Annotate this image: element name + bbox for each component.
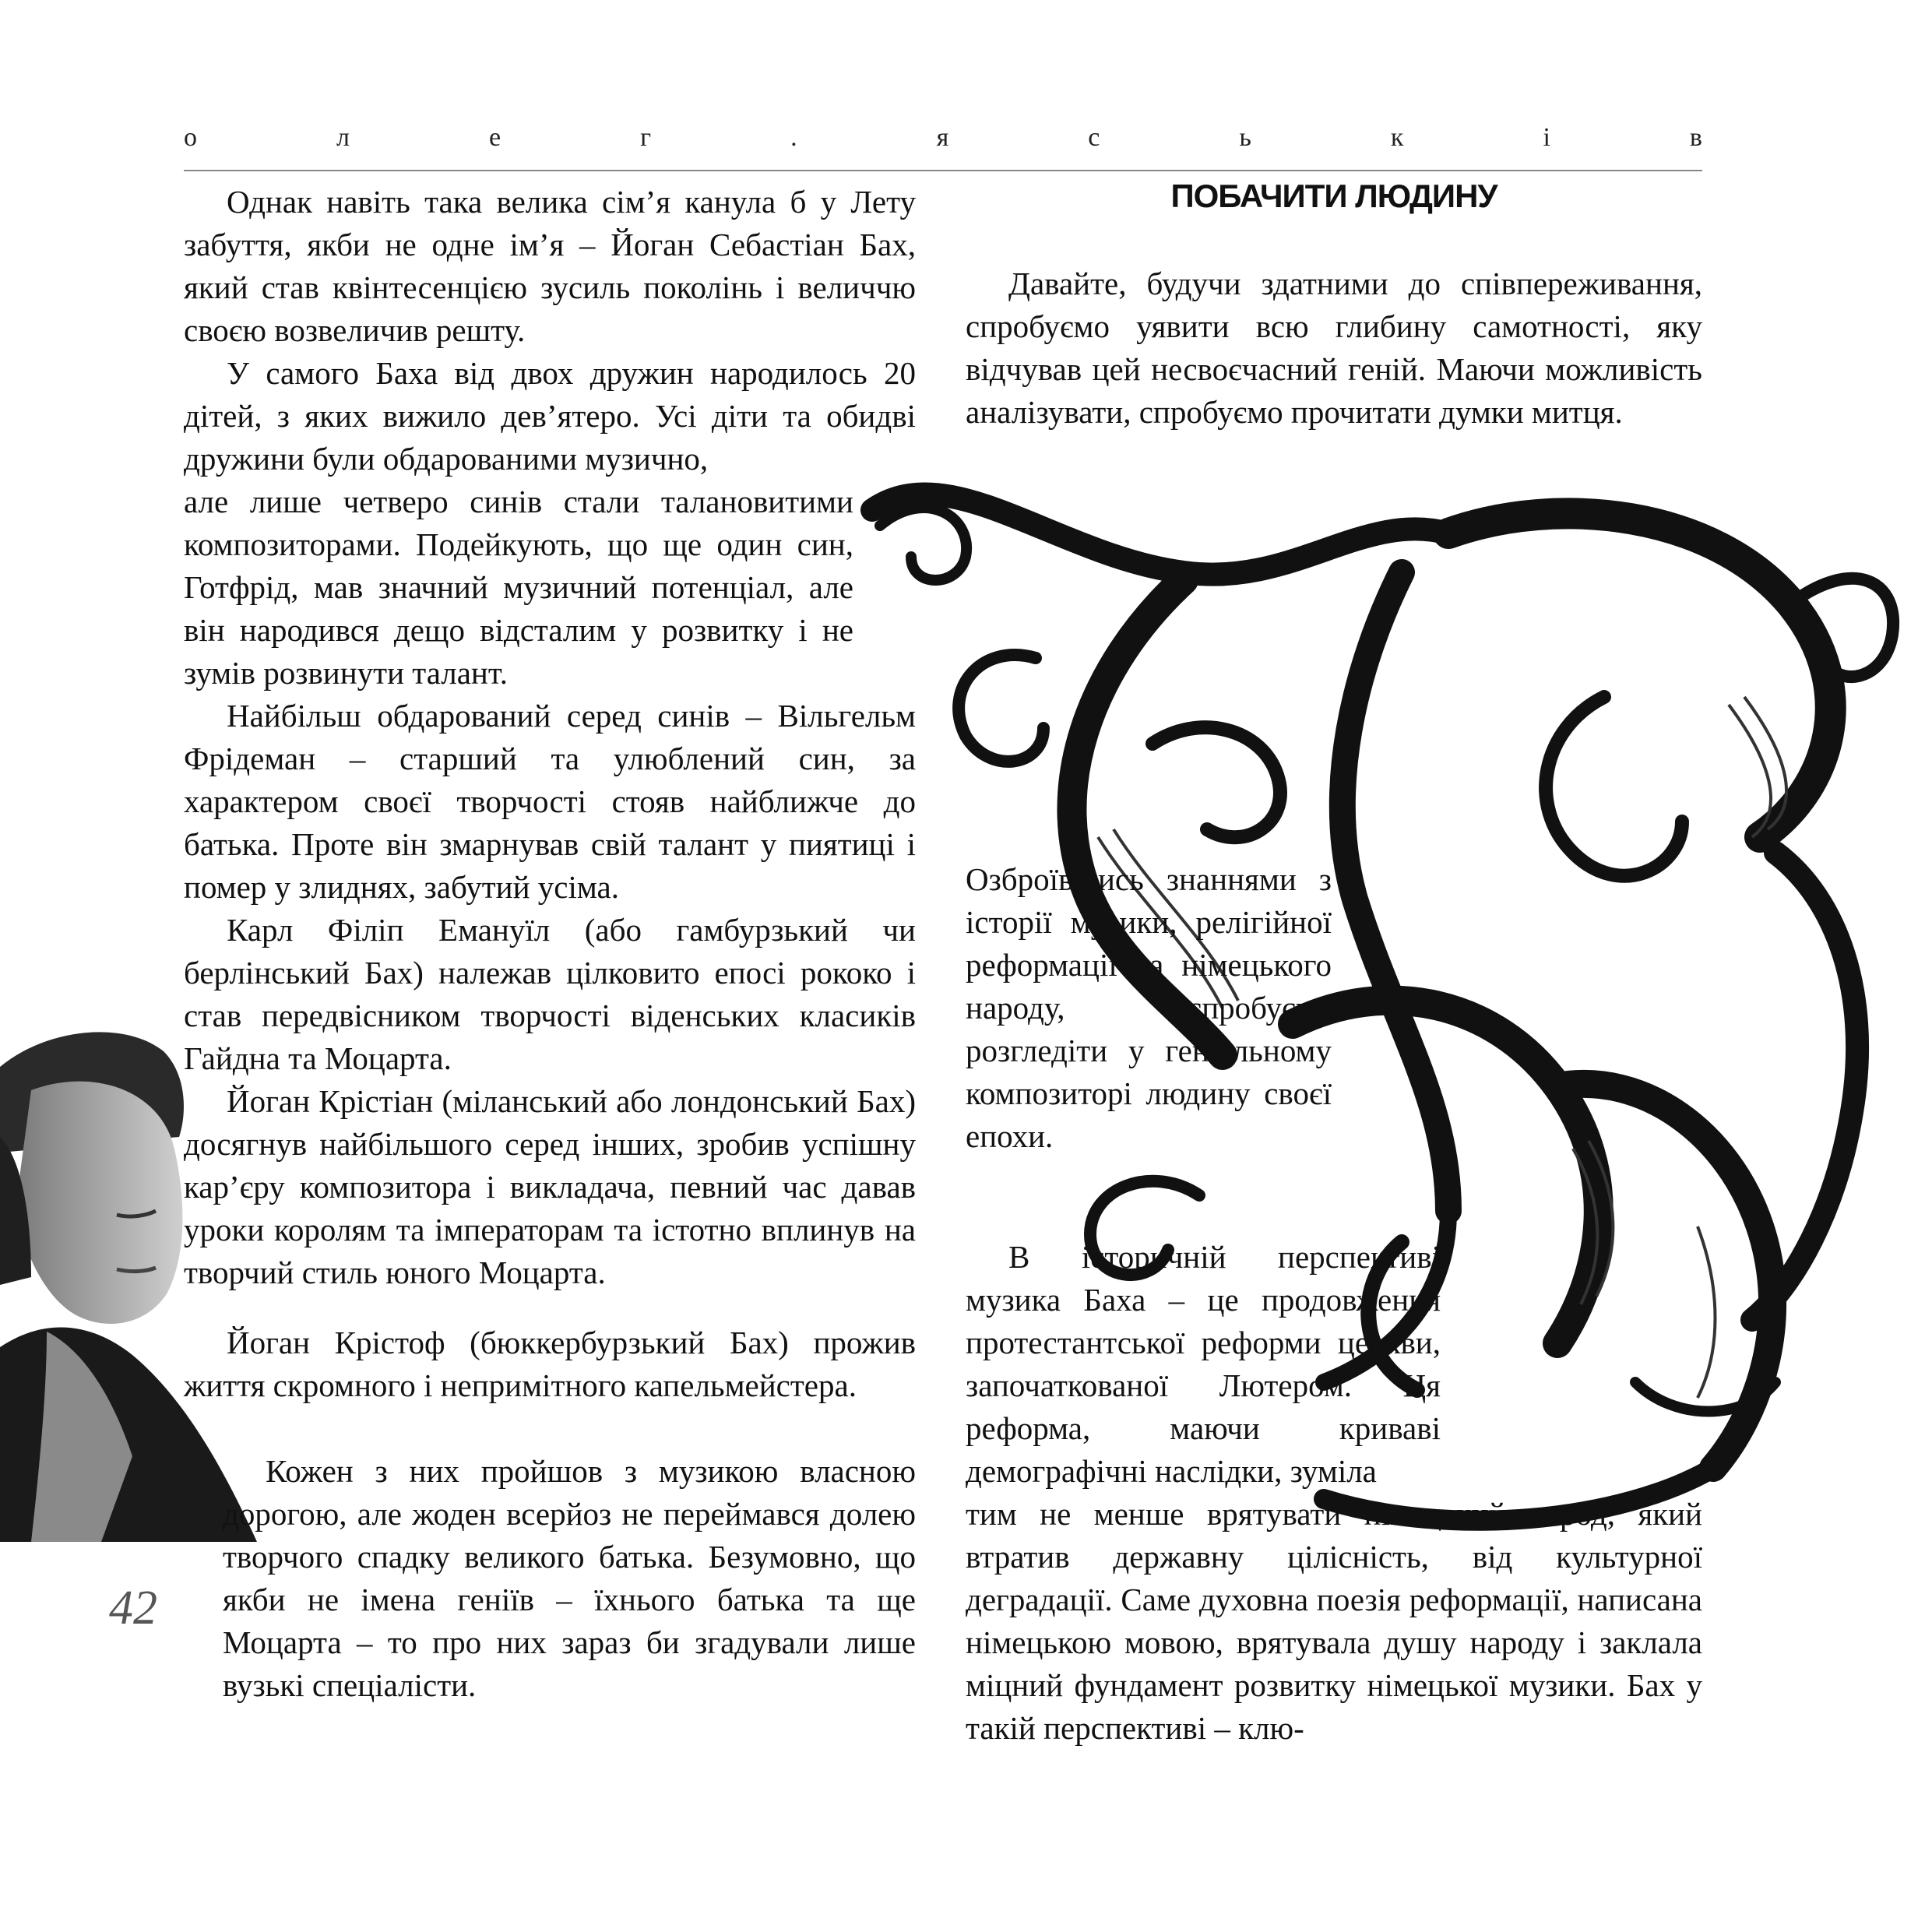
running-head-letter: . xyxy=(790,123,797,152)
left-paragraph-3: Найбільш обдарований серед синів – Вільгельм Фрідеман – старший та улюблений син, за характером своєї творчості стояв найближче до батька. Проте він змарнував свій талант у пиятиці і помер у злиднях, забутий усіма. xyxy=(184,698,916,905)
left-paragraph-5: Йоган Крістіан (міланський або лондонський Бах) досягнув найбільшого серед інших, зробив успішну кар’єру композитора і викладача, певний час давав уроки королям та імператорам та істотно вплинув на творчий стиль юного Моцарта. xyxy=(184,1083,916,1290)
left-paragraph-7: Кожен з них пройшов з музикою власною дорогою, але жоден всерйоз не переймався долею творчого спадку великого батька. Безумовно, що якби не імена геніїв – їхнього батька та ще Моцарта – то про них зараз би згадували лише вузькі спеціалісти. xyxy=(223,1453,916,1703)
running-head-letter: о xyxy=(184,123,197,152)
left-paragraph-6: Йоган Крістоф (бюккербурзький Бах) прожив життя скромного і непримітного капельмейстера. xyxy=(184,1325,916,1403)
left-paragraph-2a: У самого Баха від двох дружин народилось 20 дітей, з яких вижило дев’ятеро. Усі діти та обидві дружини були обдарованими музично, xyxy=(184,355,916,477)
page-number: 42 xyxy=(109,1582,157,1635)
right-paragraph-4: тим не менше врятувати німецький народ, який втратив державну цілісність, від культурної деградації. Саме духовна поезія реформації, написана німецькою мовою, врятувала душу народу і заклала міцний фундамент розвитку німецької музики. Бах у такій перспективі – клю- xyxy=(966,1496,1702,1746)
running-header xyxy=(184,123,1702,157)
right-paragraph-1: Давайте, будучи здатними до співпереживання, спробуємо уявити всю глибину самотності, яку відчував цей несвоєчасний геній. Маючи можливість аналізувати, спробуємо прочитати думки митця. xyxy=(966,266,1702,430)
section-title: ПОБАЧИТИ ЛЮДИНУ xyxy=(1170,178,1497,214)
left-paragraph-2b: але лише четверо синів стали талановитими композиторами. Подейкують, що ще один син, Готфрід, мав значний музичний потенціал, але він народився дещо відсталим у розвитку і не зумів розвинути талант. xyxy=(184,484,853,691)
running-head-letter: л xyxy=(336,123,350,152)
running-head-letter: е xyxy=(489,123,501,152)
running-head-letter: в xyxy=(1689,123,1702,152)
running-head-letter: ь xyxy=(1239,123,1251,152)
running-head-letter: і xyxy=(1543,123,1550,152)
running-head-letter: с xyxy=(1088,123,1100,152)
running-head-letter: к xyxy=(1390,123,1404,152)
right-paragraph-3: В історичній перспективі музика Баха – це продовження протестантської реформи церкви, започаткованої Лютером. Ця реформа, маючи криваві демографічні наслідки, зуміла xyxy=(966,1239,1441,1489)
running-head-letter: я xyxy=(936,123,949,152)
left-paragraph-1: Однак навіть така велика сім’я канула б у Лету забуття, якби не одне ім’я – Йоган Себастіан Бах, який став квінтесенцією зусиль поколінь і величчю своєю возвеличив решту. xyxy=(184,184,916,348)
running-head-letter: г xyxy=(640,123,652,152)
header-rule xyxy=(184,170,1702,171)
right-paragraph-2: Озброївшись знаннями з історії музики, релігійної реформації та німецького народу, спробуємо розгледіти у геніальному композиторі людину своєї епохи. xyxy=(966,861,1332,1154)
left-paragraph-4: Карл Філіп Емануїл (або гамбурзький чи берлінський Бах) належав цілковито епосі рококо і став передвісником творчості віденських класиків Гайдна та Моцарта. xyxy=(184,912,916,1076)
